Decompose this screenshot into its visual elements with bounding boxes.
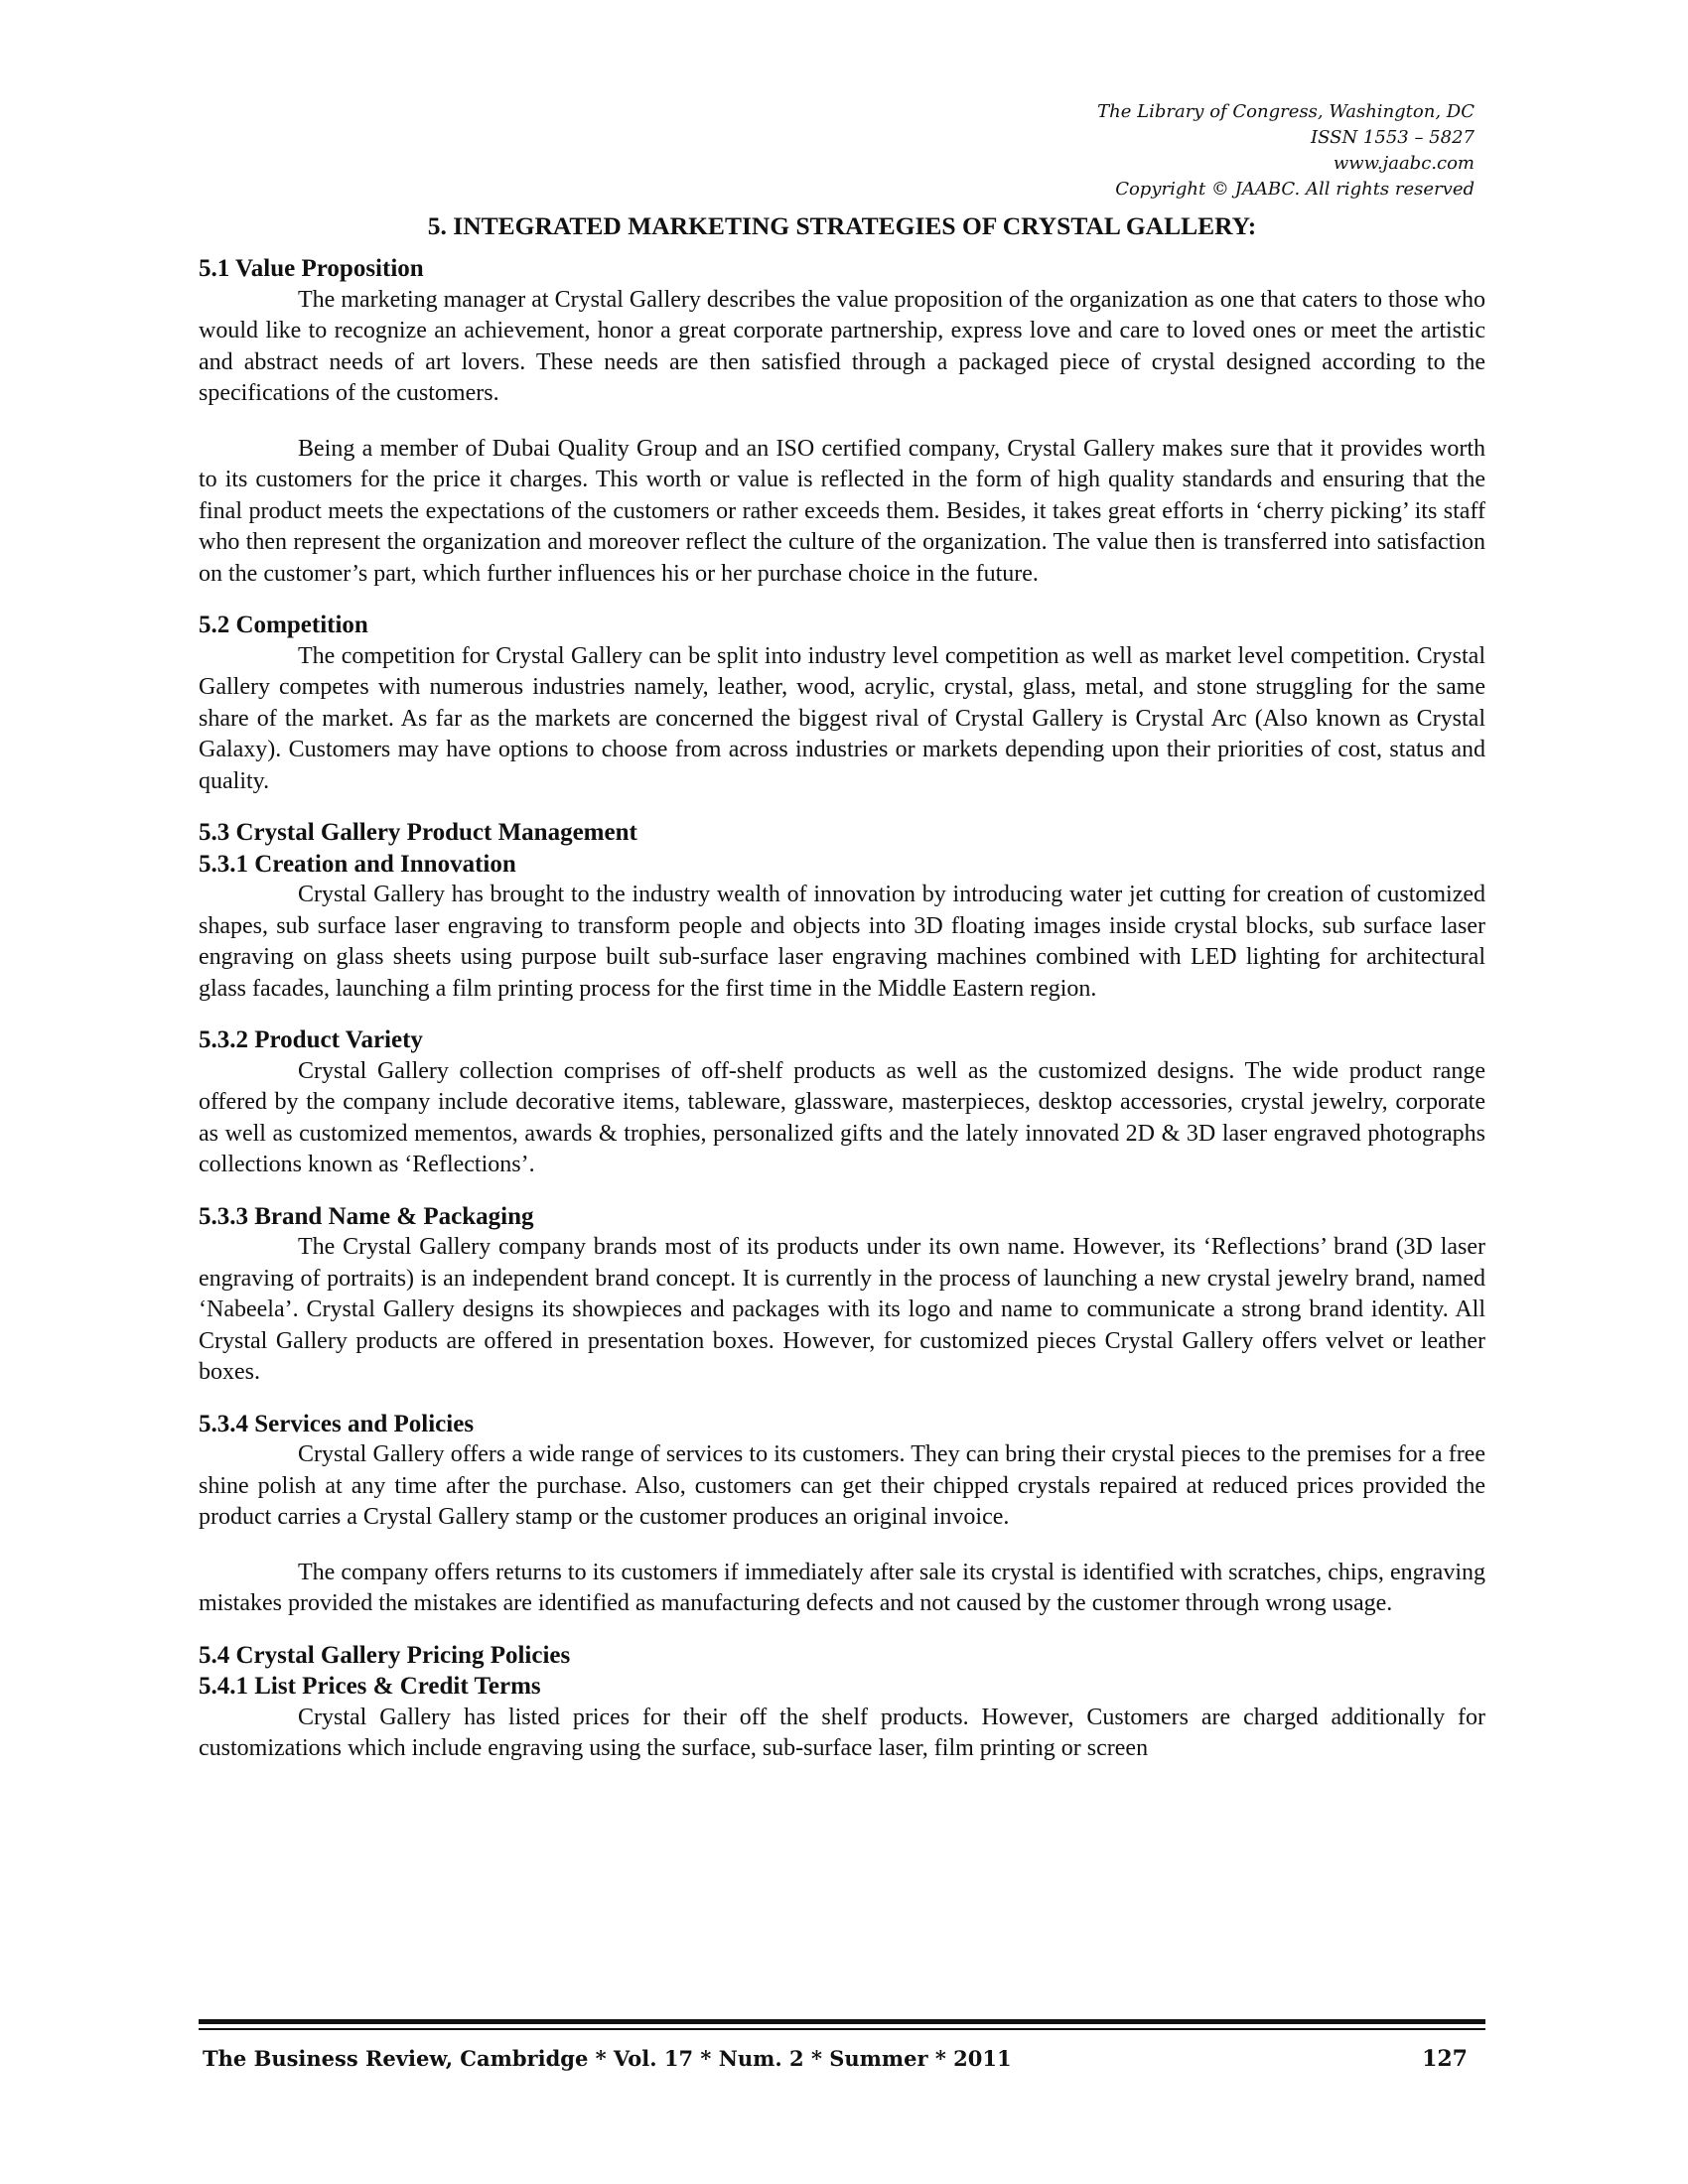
page-number: 127 [1422,2046,1468,2072]
paragraph: The company offers returns to its customers if immediately after sale its crystal is identified with scratches, chips, engraving mistakes provided the mistakes are identified as manufacturing defects and not caused by the customer through wrong usage. [199,1559,1485,1616]
section-5-1 [199,253,1485,590]
paragraph: Crystal Gallery has listed prices for their off the shelf products. However, Customers are charged additionally for customizations which include engraving using the surface, sub-surface laser, film printing or screen [199,1704,1485,1761]
section-5-3-3 [199,1201,1485,1389]
masthead-website-link[interactable]: www.jaabc.com [1333,153,1475,174]
paragraph: Crystal Gallery collection comprises of off-shelf products as well as the customized designs. The wide product range offered by the company include decorative items, tableware, glassware, masterpieces, desktop accessories, crystal jewelry, corporate as well as customized mementos, awards & trophies, personalized gifts and the lately innovated 2D & 3D laser engraved photographs collections known as ‘Reflections’. [199,1057,1485,1177]
paragraph: Crystal Gallery offers a wide range of services to its customers. They can bring their crystal pieces to the premises for a free shine polish at any time after the purchase. Also, customers can get their chipped crystals repaired at reduced prices provided the product carries a Crystal Gallery stamp or the customer produces an original invoice. [199,1441,1485,1530]
section-heading: 5.4 Crystal Gallery Pricing Policies [199,1641,571,1669]
paragraph: Crystal Gallery has brought to the industry wealth of innovation by introducing water jet cutting for creation of customized shapes, sub surface laser engraving to transform people and objects into 3D floating images inside crystal blocks, sub surface laser engraving on glass sheets using purpose built sub-surface laser engraving machines combined with LED lighting for architectural glass facades, launching a film printing process for the first time in the Middle Eastern region. [199,882,1485,1002]
section-heading: 5.2 Competition [199,612,368,638]
section-heading: 5.1 Value Proposition [199,255,424,282]
section-title: 5. INTEGRATED MARKETING STRATEGIES OF CRYSTAL GALLERY: [427,211,1257,240]
journal-masthead [1097,99,1475,203]
section-heading: 5.3 Crystal Gallery Product Management [199,819,637,846]
footer-divider-thick [199,2019,1485,2024]
paragraph: Being a member of Dubai Quality Group and an ISO certified company, Crystal Gallery makes sure that it provides worth to its customers for the price it charges. This worth or value is reflected in the form of high quality standards and ensuring that the final product meets the expectations of the customers or rather exceeds them. Besides, it takes great efforts in ‘cherry picking’ its staff who then represent the organization and moreover reflect the culture of the organization. The value then is transferred into satisfaction on the customer’s part, which further influences his or her purchase choice in the future. [199,435,1485,587]
article-body [199,209,1485,1765]
subsection-heading: 5.3.3 Brand Name & Packaging [199,1202,534,1230]
section-5-2 [199,610,1485,797]
subsection-heading: 5.3.4 Services and Policies [199,1410,475,1437]
paragraph: The competition for Crystal Gallery can be split into industry level competition as well as market level competition. Crystal Gallery competes with numerous industries namely, leather, wood, acrylic, crystal, glass, metal, and stone struggling for the same share of the market. As far as the markets are concerned the biggest rival of Crystal Gallery is Crystal Arc (Also known as Crystal Galaxy). Customers may have options to choose from across industries or markets depending upon their priorities of cost, status and quality. [199,642,1485,794]
section-5-4 [199,1640,1485,1765]
subsection-heading: 5.4.1 List Prices & Credit Terms [199,1673,541,1700]
masthead-issn: ISSN 1553 – 5827 [1311,127,1475,148]
section-5-3-2 [199,1024,1485,1181]
paragraph: The marketing manager at Crystal Gallery describes the value proposition of the organization as one that caters to those who would like to recognize an achievement, honor a great corporate partnership, express love and care to loved ones or meet the artistic and abstract needs of art lovers. These needs are then satisfied through a packaged piece of crystal designed according to the specifications of the customers. [199,286,1485,406]
subsection-heading: 5.3.1 Creation and Innovation [199,850,516,878]
footer-divider-thin [199,2028,1485,2030]
masthead-copyright: Copyright © JAABC. All rights reserved [1115,179,1475,200]
subsection-heading: 5.3.2 Product Variety [199,1026,423,1053]
paragraph: The Crystal Gallery company brands most of its products under its own name. However, its ‘Reflections’ brand (3D laser engraving of portraits) is an independent brand concept. It is currently in the process of launching a new crystal jewelry brand, named ‘Nabeela’. Crystal Gallery designs its showpieces and packages with its logo and name to communicate a strong brand identity. All Crystal Gallery products are offered in presentation boxes. However, for customized pieces Crystal Gallery offers velvet or leather boxes. [199,1234,1485,1385]
section-5-3-4 [199,1409,1485,1620]
masthead-publisher: The Library of Congress, Washington, DC [1097,101,1475,122]
section-5-3 [199,817,1485,1005]
footer-journal-citation: The Business Review, Cambridge * Vol. 17 * Num. 2 * Summer * 2011 [203,2046,1012,2071]
